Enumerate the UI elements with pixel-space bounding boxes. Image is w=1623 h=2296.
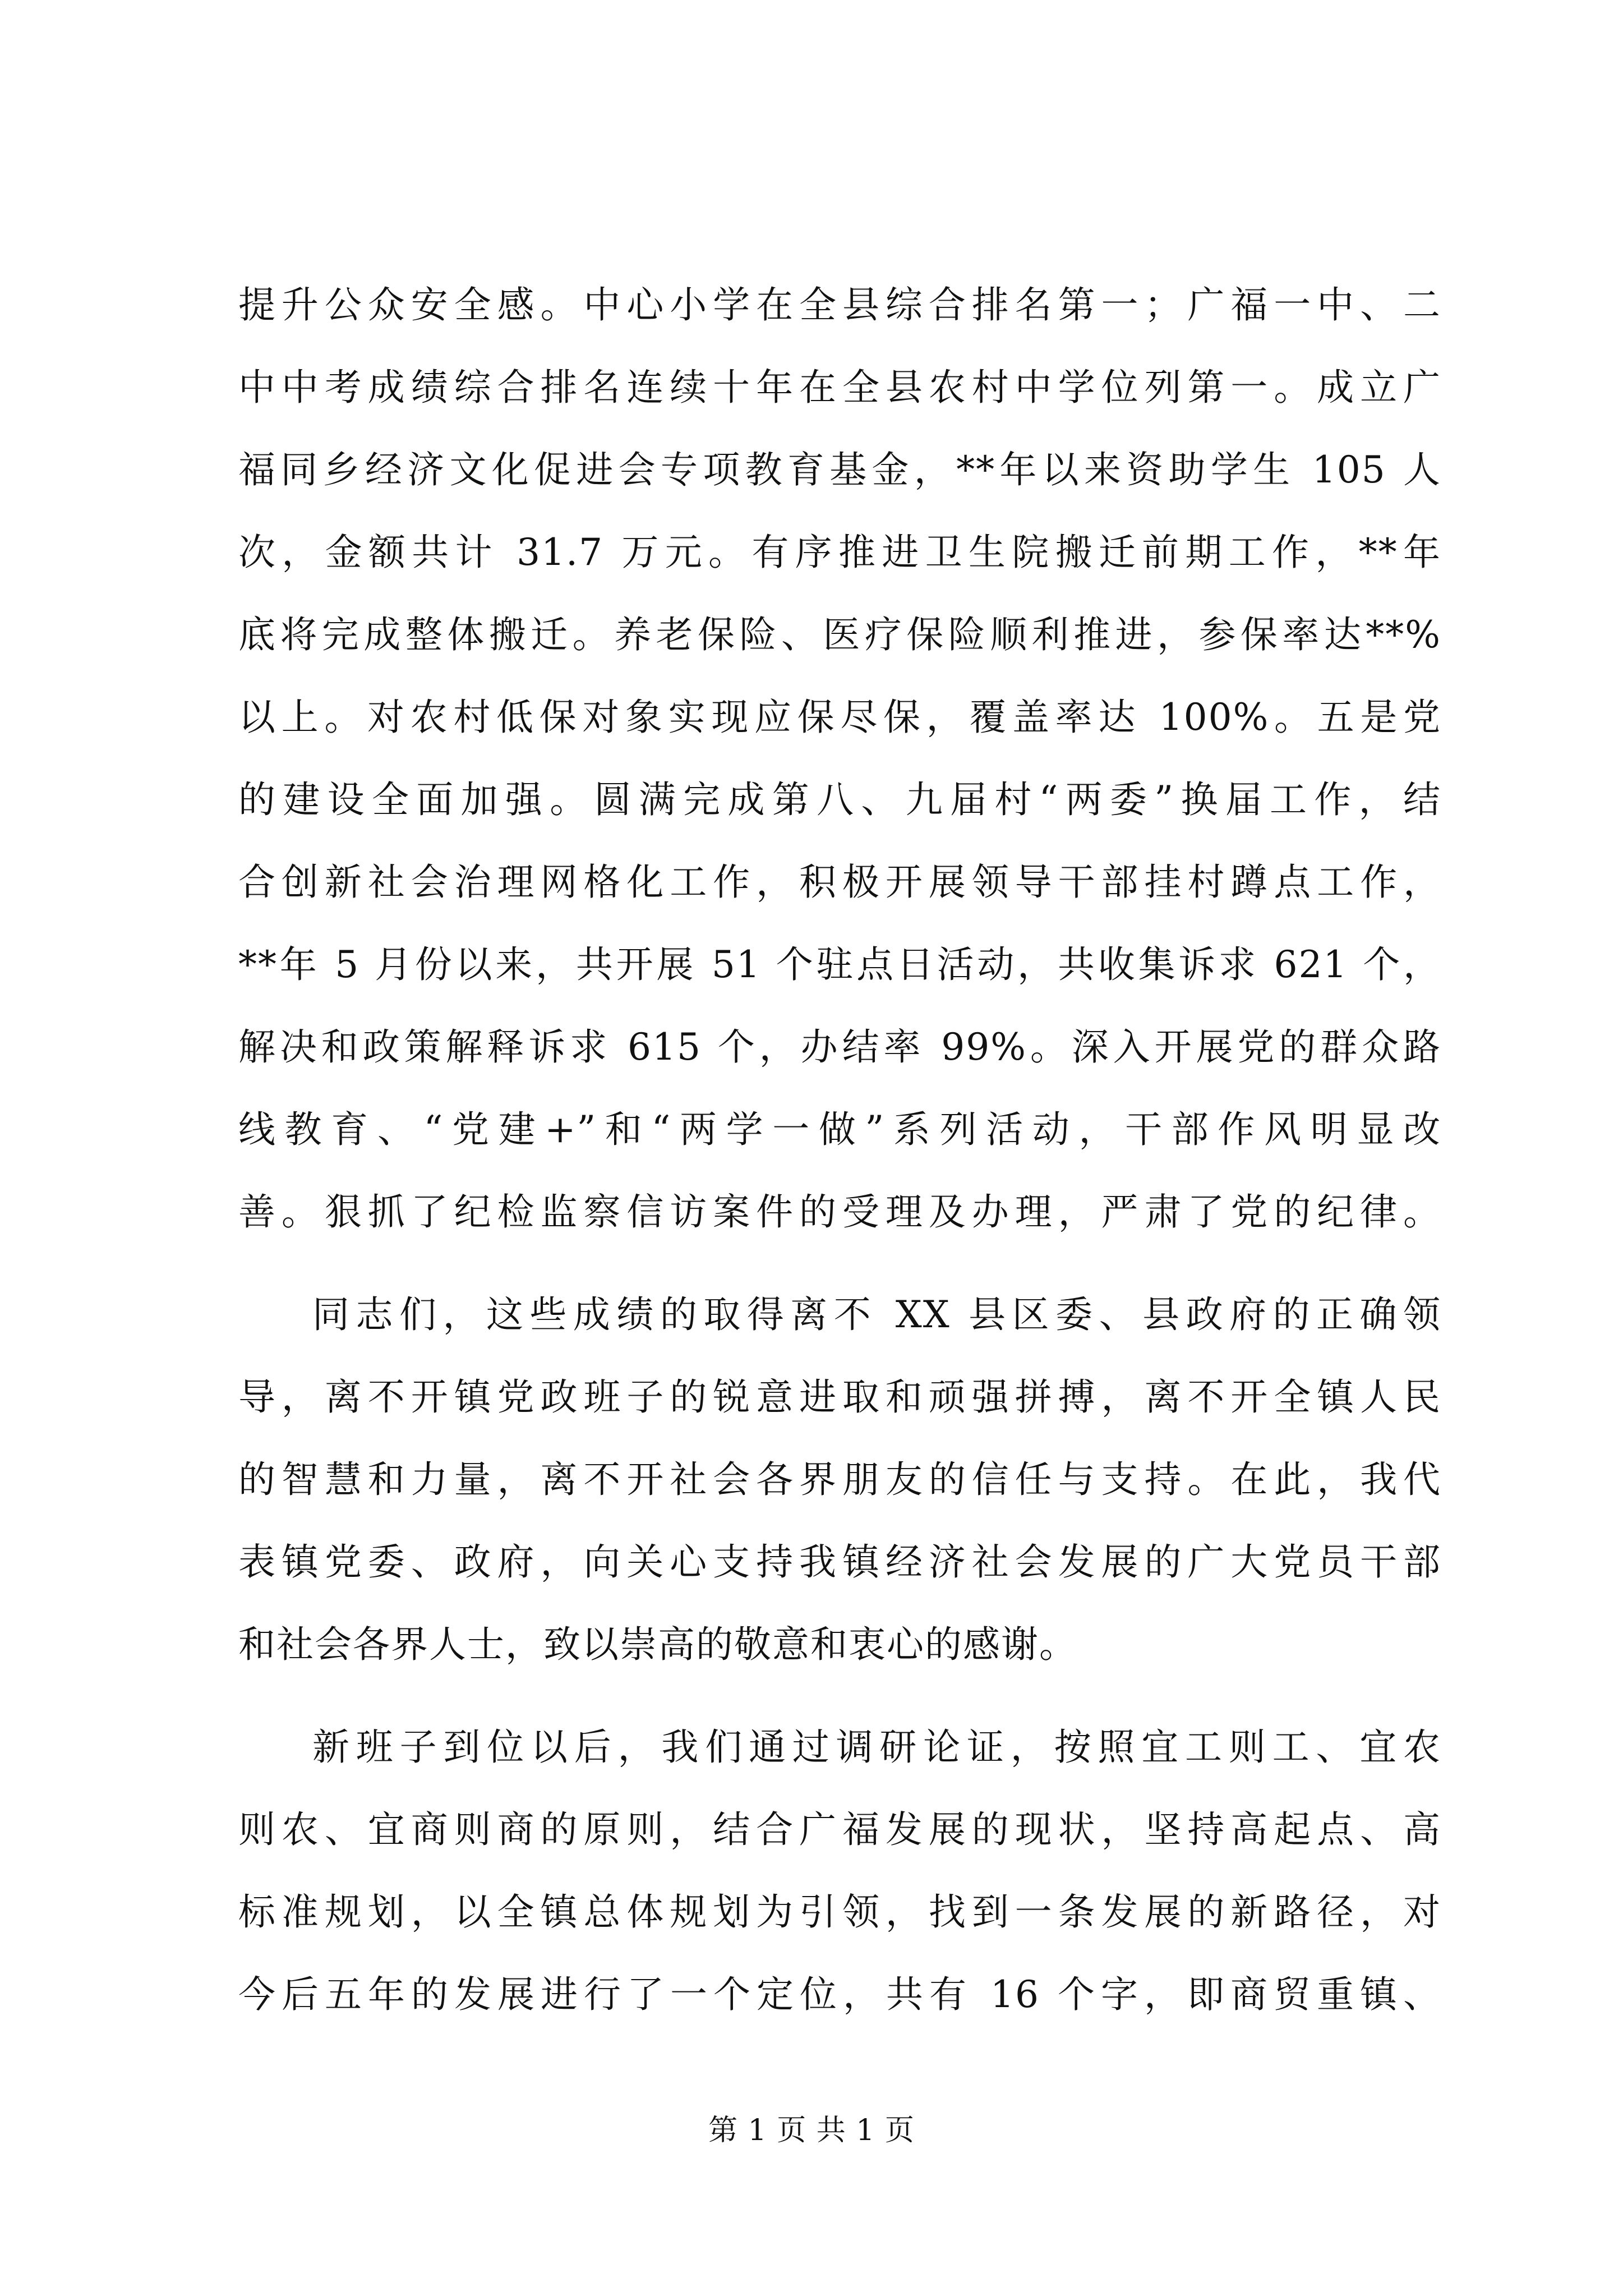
text-line: 标准规划，以全镇总体规划为引领，找到一条发展的新路径，对	[238, 1890, 1441, 1934]
text-line: 底将完成整体搬迁。养老保险、医疗保险顺利推进，参保率达**%	[238, 613, 1441, 656]
text-line: 福同乡经济文化促进会专项教育基金，**年以来资助学生 105 人	[238, 448, 1441, 491]
text-line: 次，金额共计 31.7 万元。有序推进卫生院搬迁前期工作，**年	[238, 531, 1441, 574]
text-line: 则农、宜商则商的原则，结合广福发展的现状，坚持高起点、高	[238, 1808, 1441, 1851]
text-line: 中中考成绩综合排名连续十年在全县农村中学位列第一。成立广	[238, 366, 1441, 409]
document-body	[238, 264, 1441, 2036]
text-line: 的智慧和力量，离不开社会各界朋友的信任与支持。在此，我代	[238, 1458, 1441, 1501]
text-line: 解决和政策解释诉求 615 个，办结率 99%。深入开展党的群众路	[238, 1025, 1441, 1069]
paragraph-3	[238, 1706, 1441, 2036]
text-line: 今后五年的发展进行了一个定位，共有 16 个字，即商贸重镇、	[238, 1973, 1441, 2016]
paragraph-spacer	[238, 1686, 1441, 1706]
text-line: 善。狠抓了纪检监察信访案件的受理及办理，严肃了党的纪律。	[238, 1190, 1441, 1234]
paragraph-2	[238, 1273, 1441, 1686]
text-line: **年 5 月份以来，共开展 51 个驻点日活动，共收集诉求 621 个，	[238, 943, 1441, 986]
text-line: 以上。对农村低保对象实现应保尽保，覆盖率达 100%。五是党	[238, 696, 1441, 739]
paragraph-spacer	[238, 1253, 1441, 1273]
text-line: 的建设全面加强。圆满完成第八、九届村“两委”换届工作，结	[238, 778, 1441, 821]
page-footer: 第 1 页 共 1 页	[708, 2114, 915, 2147]
text-line: 表镇党委、政府，向关心支持我镇经济社会发展的广大党员干部	[238, 1540, 1441, 1584]
paragraph-1	[238, 264, 1441, 1253]
text-line: 合创新社会治理网格化工作，积极开展领导干部挂村蹲点工作，	[238, 861, 1441, 904]
text-line: 提升公众安全感。中心小学在全县综合排名第一；广福一中、二	[238, 283, 1441, 326]
text-line: 导，离不开镇党政班子的锐意进取和顽强拼搏，离不开全镇人民	[238, 1375, 1441, 1419]
text-line: 和社会各界人士，致以崇高的敬意和衷心的感谢。	[238, 1623, 1077, 1666]
text-line: 同志们，这些成绩的取得离不 XX 县区委、县政府的正确领	[312, 1293, 1441, 1336]
text-line: 线教育、“党建+”和“两学一做”系列活动，干部作风明显改	[238, 1108, 1441, 1151]
text-line: 新班子到位以后，我们通过调研论证，按照宜工则工、宜农	[312, 1726, 1441, 1769]
